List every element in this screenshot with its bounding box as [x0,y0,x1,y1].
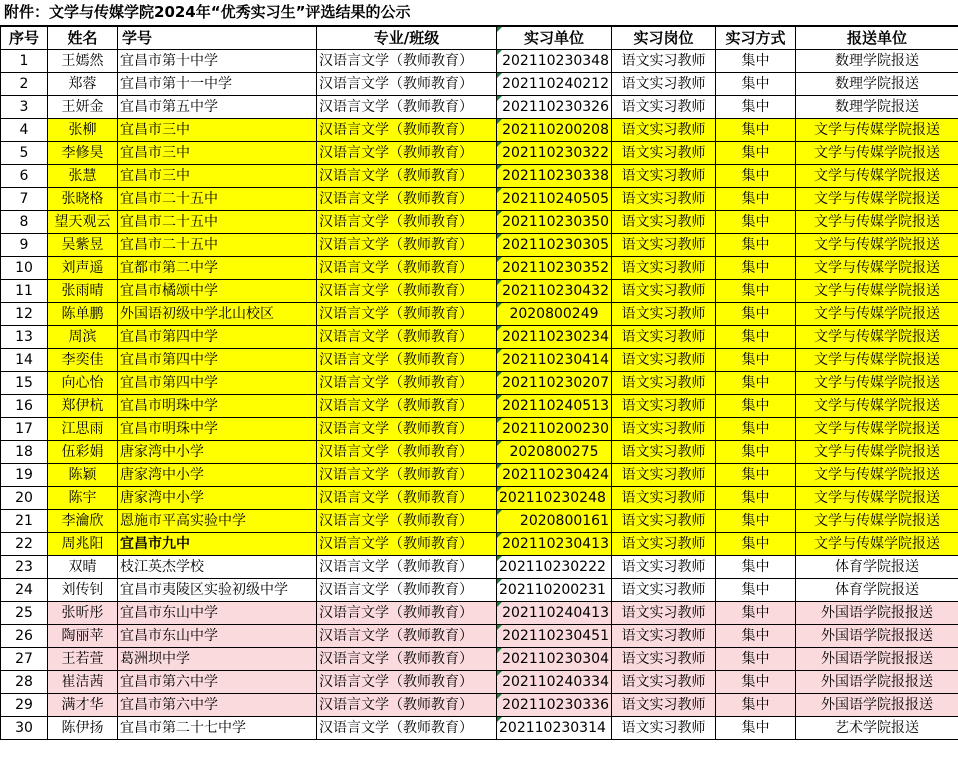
cell-student-id: 202110230350 [497,211,612,234]
cell-post: 语文实习教师 [612,211,716,234]
cell-mode: 集中 [716,165,796,188]
cell-reporting-unit: 体育学院报送 [796,556,958,579]
cell-no: 13 [1,326,48,349]
cell-student-id: 202110230352 [497,257,612,280]
cell-reporting-unit: 体育学院报送 [796,579,958,602]
cell-mode: 集中 [716,579,796,602]
cell-no: 19 [1,464,48,487]
cell-no: 2 [1,73,48,96]
cell-student-id: 202110240334 [497,671,612,694]
table-row [1,50,958,73]
cell-name: 伍彩娟 [48,441,118,464]
cell-mode: 集中 [716,349,796,372]
cell-post: 语文实习教师 [612,280,716,303]
cell-major: 汉语言文学（教师教育） [317,464,497,487]
cell-major: 汉语言文学（教师教育） [317,234,497,257]
cell-reporting-unit: 文学与传媒学院报送 [796,464,958,487]
cell-mode: 集中 [716,418,796,441]
cell-student-id: 202110230326 [497,96,612,119]
cell-reporting-unit: 文学与传媒学院报送 [796,441,958,464]
cell-mode: 集中 [716,211,796,234]
cell-reporting-unit: 文学与传媒学院报送 [796,487,958,510]
cell-student-id: 2020800161 [497,510,612,533]
table-row [1,579,958,602]
cell-name: 李修昊 [48,142,118,165]
cell-name: 刘声遥 [48,257,118,280]
cell-student-id: 202110240212 [497,73,612,96]
cell-no: 11 [1,280,48,303]
cell-student-id: 2020800249 [497,303,612,326]
cell-mode: 集中 [716,556,796,579]
cell-name: 陶丽苹 [48,625,118,648]
cell-no: 24 [1,579,48,602]
cell-mode: 集中 [716,625,796,648]
cell-reporting-unit: 文学与传媒学院报送 [796,119,958,142]
cell-no: 5 [1,142,48,165]
header-internship-unit: 实习单位 [497,27,612,50]
table-row [1,372,958,395]
cell-post: 语文实习教师 [612,372,716,395]
table-row [1,487,958,510]
cell-name: 张柳 [48,119,118,142]
cell-student-id: 202110230336 [497,694,612,717]
cell-school: 宜昌市第二十七中学 [118,717,317,740]
cell-school: 恩施市平高实验中学 [118,510,317,533]
cell-mode: 集中 [716,188,796,211]
table-row [1,602,958,625]
cell-name: 刘传钊 [48,579,118,602]
table-row [1,257,958,280]
cell-no: 18 [1,441,48,464]
table-row [1,694,958,717]
header-student-id: 学号 [118,27,317,50]
cell-mode: 集中 [716,257,796,280]
cell-major: 汉语言文学（教师教育） [317,694,497,717]
cell-major: 汉语言文学（教师教育） [317,717,497,740]
cell-post: 语文实习教师 [612,142,716,165]
cell-student-id: 2020800275 [497,441,612,464]
cell-major: 汉语言文学（教师教育） [317,602,497,625]
cell-mode: 集中 [716,372,796,395]
cell-major: 汉语言文学（教师教育） [317,165,497,188]
cell-reporting-unit: 文学与传媒学院报送 [796,418,958,441]
cell-school: 宜昌市明珠中学 [118,418,317,441]
cell-name: 陈伊扬 [48,717,118,740]
cell-name: 向心怡 [48,372,118,395]
cell-post: 语文实习教师 [612,326,716,349]
cell-mode: 集中 [716,602,796,625]
cell-no: 4 [1,119,48,142]
cell-post: 语文实习教师 [612,602,716,625]
cell-student-id: 202110230338 [497,165,612,188]
table-row [1,510,958,533]
table-row [1,395,958,418]
header-row [1,27,958,50]
cell-reporting-unit: 文学与传媒学院报送 [796,142,958,165]
cell-post: 语文实习教师 [612,487,716,510]
cell-name: 李奕佳 [48,349,118,372]
cell-student-id: 202110230348 [497,50,612,73]
cell-mode: 集中 [716,441,796,464]
header-reporting-unit: 报送单位 [796,27,958,50]
cell-student-id: 202110230424 [497,464,612,487]
cell-post: 语文实习教师 [612,418,716,441]
cell-mode: 集中 [716,694,796,717]
table-row [1,73,958,96]
cell-no: 25 [1,602,48,625]
cell-name: 张雨晴 [48,280,118,303]
cell-no: 21 [1,510,48,533]
cell-mode: 集中 [716,648,796,671]
header-no: 序号 [1,27,48,50]
cell-name: 陈宇 [48,487,118,510]
cell-school: 宜昌市第六中学 [118,671,317,694]
cell-name: 望天观云 [48,211,118,234]
cell-name: 郑伊杭 [48,395,118,418]
cell-reporting-unit: 文学与传媒学院报送 [796,234,958,257]
cell-student-id: 202110230207 [497,372,612,395]
cell-school: 宜昌市三中 [118,165,317,188]
cell-no: 23 [1,556,48,579]
cell-student-id: 202110230451 [497,625,612,648]
header-post: 实习岗位 [612,27,716,50]
cell-reporting-unit: 数理学院报送 [796,96,958,119]
cell-student-id: 202110230414 [497,349,612,372]
cell-no: 10 [1,257,48,280]
cell-student-id: 202110240413 [497,602,612,625]
cell-mode: 集中 [716,142,796,165]
cell-major: 汉语言文学（教师教育） [317,395,497,418]
cell-name: 双晴 [48,556,118,579]
cell-reporting-unit: 文学与传媒学院报送 [796,533,958,556]
cell-school: 宜昌市东山中学 [118,625,317,648]
cell-student-id: 202110230314 [497,717,612,740]
table-row [1,211,958,234]
cell-no: 12 [1,303,48,326]
cell-school: 宜昌市三中 [118,142,317,165]
cell-school: 宜昌市第六中学 [118,694,317,717]
header-major: 专业/班级 [317,27,497,50]
cell-reporting-unit: 艺术学院报送 [796,717,958,740]
cell-mode: 集中 [716,510,796,533]
results-table [0,26,958,740]
cell-major: 汉语言文学（教师教育） [317,142,497,165]
cell-school: 宜昌市第十中学 [118,50,317,73]
table-row [1,188,958,211]
table-row [1,349,958,372]
document-title: 附件：文学与传媒学院2024年“优秀实习生”评选结果的公示 [0,0,958,26]
table-row [1,671,958,694]
cell-major: 汉语言文学（教师教育） [317,303,497,326]
cell-school: 宜昌市第五中学 [118,96,317,119]
cell-post: 语文实习教师 [612,625,716,648]
cell-no: 28 [1,671,48,694]
cell-no: 26 [1,625,48,648]
cell-no: 6 [1,165,48,188]
cell-mode: 集中 [716,717,796,740]
cell-school: 唐家湾中小学 [118,441,317,464]
cell-mode: 集中 [716,671,796,694]
cell-school: 宜都市第二中学 [118,257,317,280]
cell-reporting-unit: 数理学院报送 [796,50,958,73]
cell-reporting-unit: 文学与传媒学院报送 [796,326,958,349]
cell-name: 周滨 [48,326,118,349]
cell-no: 20 [1,487,48,510]
cell-mode: 集中 [716,303,796,326]
cell-name: 张慧 [48,165,118,188]
cell-school: 宜昌市第四中学 [118,326,317,349]
cell-name: 陈颖 [48,464,118,487]
cell-student-id: 202110230248 [497,487,612,510]
cell-school: 宜昌市三中 [118,119,317,142]
cell-school: 宜昌市第十一中学 [118,73,317,96]
cell-school: 宜昌市九中 [118,533,317,556]
cell-reporting-unit: 数理学院报送 [796,73,958,96]
cell-post: 语文实习教师 [612,441,716,464]
cell-post: 语文实习教师 [612,395,716,418]
cell-no: 9 [1,234,48,257]
cell-reporting-unit: 外国语学院报报送 [796,648,958,671]
cell-school: 葛洲坝中学 [118,648,317,671]
cell-school: 宜昌市明珠中学 [118,395,317,418]
cell-name: 满才华 [48,694,118,717]
cell-school: 宜昌市第四中学 [118,372,317,395]
cell-post: 语文实习教师 [612,694,716,717]
cell-mode: 集中 [716,234,796,257]
table-row [1,625,958,648]
cell-post: 语文实习教师 [612,257,716,280]
cell-mode: 集中 [716,73,796,96]
cell-school: 宜昌市二十五中 [118,211,317,234]
cell-name: 张晓格 [48,188,118,211]
table-row [1,165,958,188]
cell-name: 崔洁茜 [48,671,118,694]
cell-name: 王嫣然 [48,50,118,73]
cell-name: 王若萱 [48,648,118,671]
cell-student-id: 202110230322 [497,142,612,165]
cell-post: 语文实习教师 [612,464,716,487]
cell-mode: 集中 [716,533,796,556]
cell-major: 汉语言文学（教师教育） [317,418,497,441]
cell-major: 汉语言文学（教师教育） [317,487,497,510]
table-body [1,50,958,740]
cell-name: 李瀹欣 [48,510,118,533]
table-row [1,326,958,349]
cell-mode: 集中 [716,464,796,487]
cell-student-id: 202110230234 [497,326,612,349]
cell-reporting-unit: 文学与传媒学院报送 [796,395,958,418]
table-row [1,142,958,165]
cell-reporting-unit: 文学与传媒学院报送 [796,188,958,211]
cell-no: 7 [1,188,48,211]
cell-major: 汉语言文学（教师教育） [317,50,497,73]
cell-no: 14 [1,349,48,372]
cell-major: 汉语言文学（教师教育） [317,280,497,303]
table-row [1,533,958,556]
cell-major: 汉语言文学（教师教育） [317,556,497,579]
cell-reporting-unit: 文学与传媒学院报送 [796,211,958,234]
cell-reporting-unit: 文学与传媒学院报送 [796,349,958,372]
cell-no: 16 [1,395,48,418]
cell-student-id: 202110240513 [497,395,612,418]
cell-no: 15 [1,372,48,395]
header-name: 姓名 [48,27,118,50]
cell-school: 唐家湾中小学 [118,487,317,510]
cell-name: 周兆阳 [48,533,118,556]
cell-school: 宜昌市二十五中 [118,234,317,257]
cell-mode: 集中 [716,119,796,142]
cell-student-id: 202110230413 [497,533,612,556]
cell-post: 语文实习教师 [612,510,716,533]
cell-post: 语文实习教师 [612,73,716,96]
cell-post: 语文实习教师 [612,579,716,602]
cell-student-id: 202110230432 [497,280,612,303]
cell-major: 汉语言文学（教师教育） [317,96,497,119]
cell-major: 汉语言文学（教师教育） [317,372,497,395]
cell-mode: 集中 [716,395,796,418]
cell-no: 22 [1,533,48,556]
cell-school: 宜昌市东山中学 [118,602,317,625]
cell-major: 汉语言文学（教师教育） [317,441,497,464]
cell-mode: 集中 [716,280,796,303]
table-row [1,119,958,142]
cell-school: 外国语初级中学北山校区 [118,303,317,326]
cell-student-id: 202110200231 [497,579,612,602]
table-row [1,280,958,303]
cell-name: 郑蓉 [48,73,118,96]
cell-reporting-unit: 文学与传媒学院报送 [796,303,958,326]
cell-school: 宜昌市夷陵区实验初级中学 [118,579,317,602]
cell-post: 语文实习教师 [612,50,716,73]
cell-school: 宜昌市第四中学 [118,349,317,372]
cell-reporting-unit: 文学与传媒学院报送 [796,165,958,188]
cell-school: 宜昌市二十五中 [118,188,317,211]
cell-name: 吴紫昱 [48,234,118,257]
cell-reporting-unit: 文学与传媒学院报送 [796,280,958,303]
cell-major: 汉语言文学（教师教育） [317,119,497,142]
cell-reporting-unit: 外国语学院报报送 [796,694,958,717]
cell-major: 汉语言文学（教师教育） [317,326,497,349]
cell-no: 30 [1,717,48,740]
cell-post: 语文实习教师 [612,671,716,694]
table-row [1,464,958,487]
table-row [1,556,958,579]
table-row [1,648,958,671]
cell-no: 1 [1,50,48,73]
cell-reporting-unit: 外国语学院报报送 [796,671,958,694]
cell-mode: 集中 [716,326,796,349]
cell-school: 宜昌市橘颂中学 [118,280,317,303]
cell-reporting-unit: 文学与传媒学院报送 [796,372,958,395]
cell-post: 语文实习教师 [612,165,716,188]
cell-major: 汉语言文学（教师教育） [317,211,497,234]
cell-major: 汉语言文学（教师教育） [317,579,497,602]
cell-post: 语文实习教师 [612,303,716,326]
cell-major: 汉语言文学（教师教育） [317,648,497,671]
cell-major: 汉语言文学（教师教育） [317,188,497,211]
cell-major: 汉语言文学（教师教育） [317,257,497,280]
cell-name: 陈单鹏 [48,303,118,326]
cell-post: 语文实习教师 [612,556,716,579]
cell-reporting-unit: 外国语学院报报送 [796,625,958,648]
cell-mode: 集中 [716,50,796,73]
cell-major: 汉语言文学（教师教育） [317,625,497,648]
header-mode: 实习方式 [716,27,796,50]
table-row [1,418,958,441]
table-row [1,303,958,326]
cell-major: 汉语言文学（教师教育） [317,349,497,372]
cell-student-id: 202110230305 [497,234,612,257]
cell-post: 语文实习教师 [612,96,716,119]
cell-post: 语文实习教师 [612,648,716,671]
cell-post: 语文实习教师 [612,234,716,257]
table-row [1,717,958,740]
cell-student-id: 202110230222 [497,556,612,579]
cell-major: 汉语言文学（教师教育） [317,510,497,533]
cell-student-id: 202110200230 [497,418,612,441]
cell-reporting-unit: 文学与传媒学院报送 [796,257,958,280]
cell-school: 唐家湾中小学 [118,464,317,487]
cell-post: 语文实习教师 [612,349,716,372]
cell-no: 27 [1,648,48,671]
cell-mode: 集中 [716,96,796,119]
cell-post: 语文实习教师 [612,717,716,740]
cell-major: 汉语言文学（教师教育） [317,73,497,96]
cell-post: 语文实习教师 [612,533,716,556]
cell-no: 3 [1,96,48,119]
cell-post: 语文实习教师 [612,188,716,211]
cell-mode: 集中 [716,487,796,510]
cell-name: 王妍金 [48,96,118,119]
cell-student-id: 202110240505 [497,188,612,211]
cell-reporting-unit: 文学与传媒学院报送 [796,510,958,533]
cell-name: 江思雨 [48,418,118,441]
cell-major: 汉语言文学（教师教育） [317,671,497,694]
cell-name: 张昕彤 [48,602,118,625]
cell-major: 汉语言文学（教师教育） [317,533,497,556]
cell-school: 枝江英杰学校 [118,556,317,579]
table-row [1,96,958,119]
cell-no: 17 [1,418,48,441]
table-row [1,234,958,257]
cell-student-id: 202110230304 [497,648,612,671]
cell-no: 29 [1,694,48,717]
cell-reporting-unit: 外国语学院报报送 [796,602,958,625]
cell-no: 8 [1,211,48,234]
cell-student-id: 202110200208 [497,119,612,142]
cell-post: 语文实习教师 [612,119,716,142]
table-row [1,441,958,464]
